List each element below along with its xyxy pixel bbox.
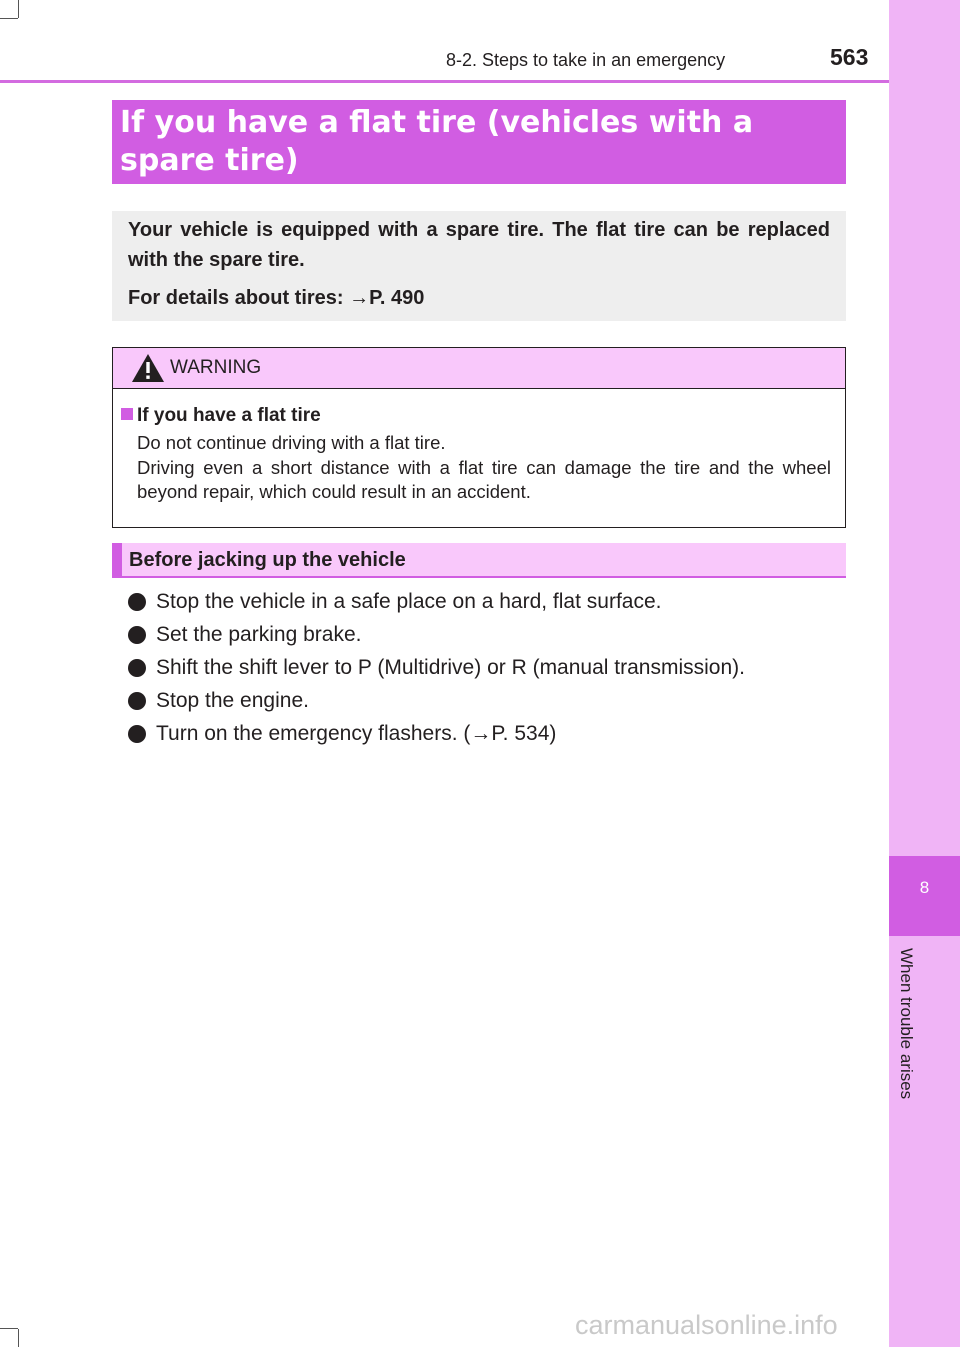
step-text: Set the parking brake. [156, 623, 362, 646]
warning-box [112, 347, 846, 528]
crop-mark [18, 1329, 19, 1347]
crop-mark [0, 1328, 18, 1329]
bullet-icon [128, 692, 146, 710]
summary-text: Your vehicle is equipped with a spare tire. The flat tire can be replaced with the spare tire. [128, 219, 830, 271]
warning-label: WARNING [170, 357, 262, 378]
bullet-icon [128, 725, 146, 743]
warning-line: Driving even a short distance with a flat tire can damage the tire and the wheel beyond repair, which could result in an accident. [137, 456, 831, 502]
section-heading [112, 543, 846, 578]
side-strip [889, 0, 960, 1347]
chapter-title: When trouble arises [897, 948, 916, 1100]
warning-header [113, 348, 845, 389]
warning-line: Do not continue driving with a flat tire. [137, 432, 446, 453]
warning-body [113, 389, 845, 505]
list-item [128, 687, 848, 720]
header-rule [0, 80, 890, 83]
summary-reference: For details about tires: →P. 490 [128, 287, 425, 309]
bullet-icon [128, 593, 146, 611]
list-item [128, 621, 848, 654]
step-list [128, 588, 848, 753]
section-heading-text: Before jacking up the vehicle [129, 549, 406, 571]
step-text: Stop the engine. [156, 689, 309, 712]
page-number: 563 [830, 44, 869, 70]
step-text: Shift the shift lever to P (Multidrive) or R (manual transmission). [156, 656, 745, 679]
title-bar [112, 100, 846, 184]
step-text: Stop the vehicle in a safe place on a hard, flat surface. [156, 590, 662, 613]
list-item [128, 654, 848, 687]
warning-heading [137, 405, 831, 427]
crop-mark [0, 18, 18, 19]
crop-mark [18, 0, 19, 18]
list-item [128, 588, 848, 621]
summary-box [112, 211, 846, 321]
square-bullet-icon [121, 408, 133, 420]
bullet-icon [128, 659, 146, 677]
header-section-title: 8-2. Steps to take in an emergency [446, 50, 726, 70]
step-text: Turn on the emergency flashers. (→P. 534) [156, 722, 557, 745]
chapter-tab[interactable] [889, 856, 960, 936]
page-title: If you have a flat tire (vehicles with a spare tire) [120, 105, 754, 178]
chapter-number: 8 [919, 878, 930, 897]
warning-triangle-icon [131, 353, 165, 383]
watermark: carmanualsonline.info [575, 1310, 838, 1340]
bullet-icon [128, 626, 146, 644]
list-item [128, 720, 848, 753]
warning-heading-text: If you have a flat tire [137, 405, 321, 426]
